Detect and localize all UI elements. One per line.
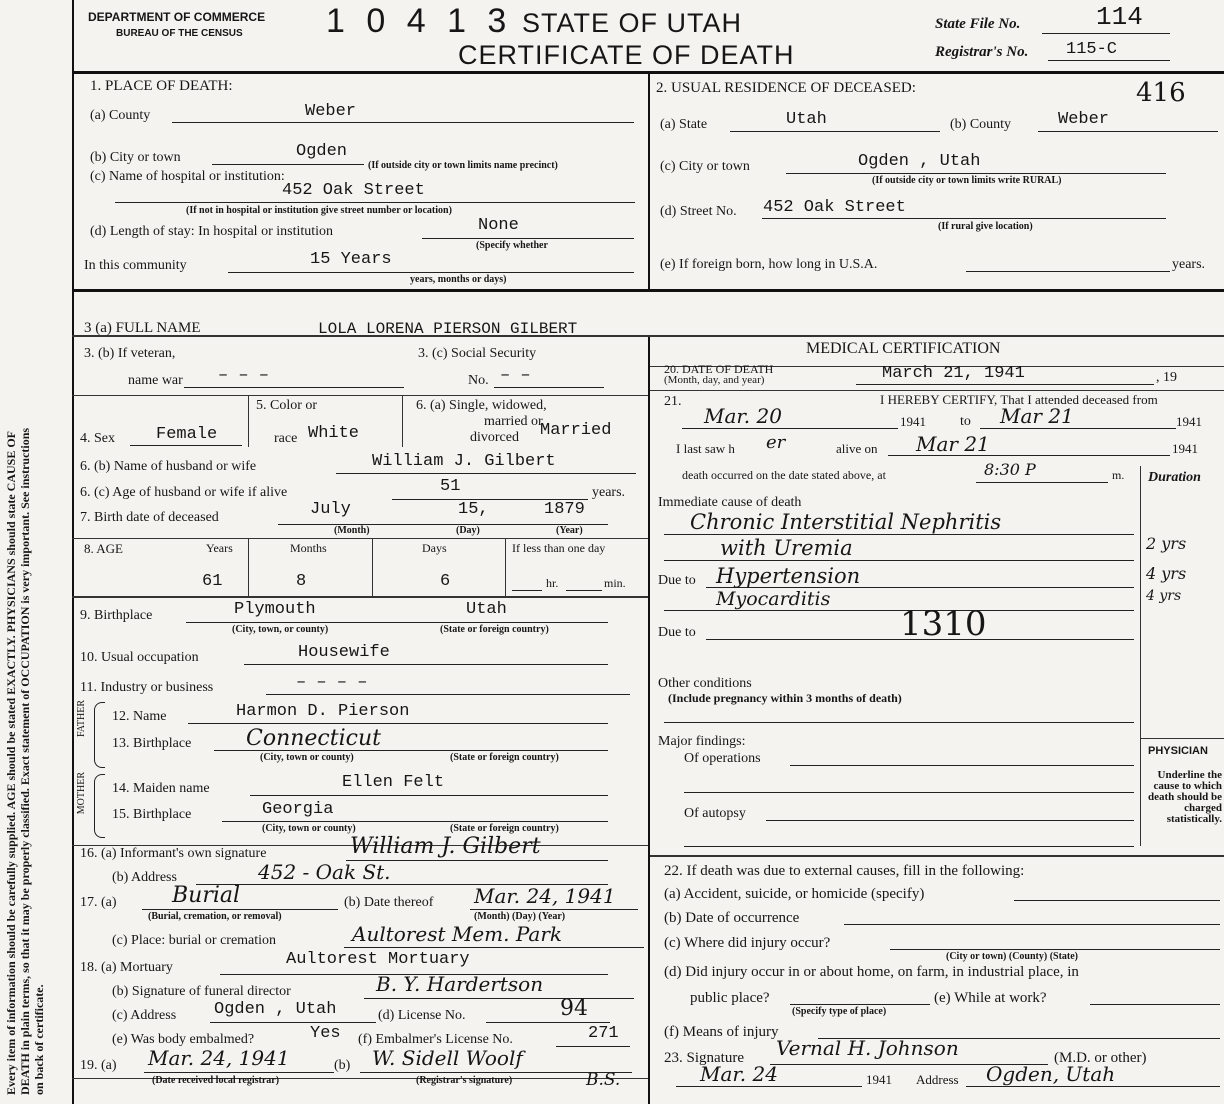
alive-on-label: alive on [836, 441, 878, 456]
registrar-label: Registrar's No. [935, 44, 1029, 60]
res-city-label: (c) City or town [660, 159, 750, 174]
occupation: Housewife [298, 643, 390, 662]
res-state: Utah [786, 110, 827, 129]
marital-status: Married [540, 421, 612, 440]
stay-label: (d) Length of stay: In hospital or institution [90, 224, 334, 239]
full-name: LOLA LORENA PIERSON GILBERT [318, 320, 578, 338]
residence-heading: 2. USUAL RESIDENCE OF DECEASED: [656, 80, 916, 96]
father-city-note: (City, town or county) [260, 752, 354, 763]
duration-label: Duration [1148, 470, 1201, 485]
registrar-note: (Registrar's signature) [416, 1075, 513, 1086]
disposition-label: 17. (a) [80, 895, 117, 910]
received-label: 19. (a) [80, 1058, 117, 1073]
birth-state: Utah [466, 600, 507, 619]
certify-text: I HEREBY CERTIFY, That I attended deceased from [880, 392, 1158, 407]
means-label: (f) Means of injury [664, 1024, 779, 1040]
bureau-label: BUREAU OF THE CENSUS [116, 28, 243, 39]
disposition-date: Mar. 24, 1941 [474, 884, 616, 908]
attended-from: Mar. 20 [704, 404, 782, 428]
res-street-note: (If rural give location) [938, 221, 1033, 232]
operations-label: Of operations [684, 751, 761, 766]
hospital-note: (If not in hospital or institution give street number or location) [186, 205, 452, 216]
state-title: STATE OF UTAH [522, 8, 742, 38]
res-state-label: (a) State [660, 117, 708, 132]
dod-label: 20. DATE OF DEATH [664, 362, 774, 376]
res-city-note: (If outside city or town limits write RURAL) [872, 175, 1062, 186]
last-saw-date: Mar 21 [916, 432, 990, 456]
top-center-divider [648, 71, 650, 289]
occurrence-date-label: (b) Date of occurrence [664, 910, 800, 926]
public-place-note: (Specify type of place) [792, 1006, 887, 1017]
disposition-method: Burial [172, 883, 241, 908]
left-border [72, 0, 74, 1104]
while-at-work-label: (e) While at work? [934, 990, 1047, 1006]
last-saw-label: I last saw h [676, 441, 735, 456]
color-label: 5. Color or [256, 398, 318, 413]
stay-community: 15 Years [310, 250, 392, 269]
underline-note: Underline the cause to which death should be charged statistically. [1148, 769, 1222, 825]
date-of-death: March 21, 1941 [882, 364, 1025, 383]
registrar-number: 115-C [1066, 40, 1118, 59]
dod-year-prefix: , 19 [1156, 370, 1177, 385]
due-to-cause-1: Hypertension [716, 564, 861, 588]
physician-sig-label: 23. Signature [664, 1050, 744, 1066]
father-name-label: 12. Name [112, 709, 167, 724]
mother-state-note: (State or foreign country) [450, 823, 559, 834]
md-label: (M.D. or other) [1054, 1050, 1147, 1066]
certificate-title: CERTIFICATE OF DEATH [458, 40, 795, 70]
physician-signature: Vernal H. Johnson [776, 1036, 959, 1060]
embalmer-label: (f) Embalmer's License No. [358, 1032, 513, 1047]
county-label: (a) County [90, 108, 151, 123]
marital-label-3: divorced [470, 430, 519, 445]
license-label: (d) License No. [378, 1008, 466, 1023]
date-received: Mar. 24, 1941 [148, 1046, 290, 1070]
mortuary-address-label: (c) Address [112, 1008, 177, 1023]
res-county: Weber [1058, 110, 1110, 129]
specify-note: (Specify whether [476, 240, 548, 251]
signature-year: 1941 [866, 1072, 892, 1087]
informant-address-label: (b) Address [112, 870, 177, 885]
father-name: Harmon D. Pierson [236, 702, 410, 721]
license-number: 94 [560, 996, 588, 1021]
other-conditions-note: (Include pregnancy within 3 months of death) [668, 691, 902, 705]
certificate-stamp-number: 1 0 4 1 3 [326, 2, 513, 40]
community-label: In this community [84, 258, 187, 273]
hospital-label: (c) Name of hospital or institution: [90, 169, 285, 184]
birth-city-note: (City, town, or county) [232, 624, 329, 635]
margin-instructions [4, 5, 46, 1095]
other-conditions-label: Other conditions [658, 676, 752, 691]
age-lt-day-label: If less than one day [512, 541, 606, 555]
spouse-years-label: years. [592, 485, 626, 500]
hr-label: hr. [546, 576, 559, 590]
margin-line-3: on back of certificate. [32, 984, 46, 1095]
where-label: (c) Where did injury occur? [664, 935, 831, 951]
spouse-age: 51 [440, 477, 461, 496]
father-bracket [94, 702, 105, 768]
war-label: name war [128, 373, 183, 388]
embalmed: Yes [310, 1024, 341, 1043]
received-note: (Date received local registrar) [152, 1075, 280, 1086]
where-note: (City or town) (County) (State) [946, 951, 1079, 962]
age-label: 8. AGE [84, 541, 123, 556]
full-name-label: 3 (a) FULL NAME [84, 320, 201, 336]
father-side-label: FATHER [76, 700, 87, 738]
mother-city-note: (City, town or county) [262, 823, 356, 834]
signature-date: Mar. 24 [700, 1062, 778, 1086]
funeral-director-signature: B. Y. Hardertson [376, 972, 544, 996]
major-findings-label: Major findings: [658, 734, 746, 749]
veteran-label: 3. (b) If veteran, [84, 346, 176, 361]
informant-address: 452 - Oak St. [258, 860, 391, 884]
birth-month-note: (Month) [334, 525, 370, 536]
physician-address: Ogden, Utah [986, 1062, 1116, 1086]
res-street: 452 Oak Street [763, 198, 906, 217]
public-place-label: public place? [690, 990, 770, 1006]
to-label: to [960, 414, 971, 429]
spouse-label: 6. (b) Name of husband or wife [80, 459, 257, 474]
attended-to-year: 1941 [1176, 414, 1202, 429]
race-label: race [274, 431, 298, 446]
embalmed-label: (e) Was body embalmed? [112, 1032, 255, 1047]
external-heading: 22. If death was due to external causes, fill in the following: [664, 863, 1025, 879]
spouse-age-label: 6. (c) Age of husband or wife if alive [80, 485, 288, 500]
mother-maiden-name: Ellen Felt [342, 773, 445, 792]
physician-label: PHYSICIAN [1148, 745, 1208, 757]
min-label: min. [604, 576, 626, 590]
immediate-cause-label: Immediate cause of death [658, 495, 802, 510]
informant-signature: William J. Gilbert [350, 834, 541, 859]
immediate-cause-1: Chronic Interstitial Nephritis [690, 510, 1002, 534]
burial-place-label: (c) Place: burial or cremation [112, 933, 277, 948]
city-precinct-note: (If outside city or town limits name precinct) [368, 160, 558, 171]
state-file-number: 114 [1096, 2, 1143, 32]
war-name: – – – [218, 366, 270, 385]
birth-date-label: 7. Birth date of deceased [80, 510, 219, 525]
mortuary: Aultorest Mortuary [286, 950, 470, 969]
last-saw-pronoun: er [766, 432, 786, 453]
birth-year: 1879 [544, 500, 585, 519]
ss-no-label: No. [468, 373, 489, 388]
mortuary-label: 18. (a) Mortuary [80, 960, 173, 975]
time-of-death: 8:30 P [984, 460, 1036, 479]
death-county: Weber [305, 102, 357, 121]
age-days-label: Days [422, 541, 447, 555]
marital-label-2: married or [484, 414, 543, 429]
res-county-label: (b) County [950, 117, 1012, 132]
burial-place: Aultorest Mem. Park [352, 922, 563, 946]
accident-label: (a) Accident, suicide, or homicide (specify) [664, 886, 925, 902]
death-city: Ogden [296, 142, 348, 161]
stay-hospital: None [478, 216, 519, 235]
birth-city: Plymouth [234, 600, 316, 619]
residence-code: 416 [1136, 78, 1186, 108]
race: White [308, 424, 360, 443]
disposition-method-note: (Burial, cremation, or removal) [148, 911, 282, 922]
birth-day-note: (Day) [456, 525, 480, 536]
physician-address-label: Address [916, 1072, 959, 1087]
autopsy-label: Of autopsy [684, 806, 746, 821]
section-rule [72, 289, 1224, 292]
informant-sig-label: 16. (a) Informant's own signature [80, 846, 267, 861]
cert-number-label: 21. [664, 394, 682, 409]
industry-label: 11. Industry or business [80, 680, 214, 695]
state-file-label: State File No. [935, 16, 1021, 32]
occupation-label: 10. Usual occupation [80, 650, 199, 665]
duration-1: 2 yrs [1146, 534, 1187, 553]
spouse-name: William J. Gilbert [372, 452, 556, 471]
duration-2: 4 yrs [1146, 564, 1187, 583]
birthplace-label: 9. Birthplace [80, 608, 153, 623]
registrar-sig-label: (b) [334, 1058, 351, 1073]
last-saw-year: 1941 [1172, 441, 1198, 456]
cause-code: 1310 [900, 604, 987, 644]
due-to-label-2: Due to [658, 625, 696, 640]
sex-label: 4. Sex [80, 431, 115, 446]
father-birthplace-label: 13. Birthplace [112, 736, 192, 751]
father-birthplace: Connecticut [246, 726, 381, 751]
mother-birthplace: Georgia [262, 800, 334, 819]
place-of-death-heading: 1. PLACE OF DEATH: [90, 78, 233, 94]
age-years-label: Years [206, 541, 233, 555]
death-hospital: 452 Oak Street [282, 181, 425, 200]
city-label: (b) City or town [90, 150, 181, 165]
director-label: (b) Signature of funeral director [112, 984, 291, 999]
age-days: 6 [440, 572, 451, 591]
sex: Female [156, 425, 218, 444]
mother-bracket [94, 774, 105, 838]
ss-number: – – [500, 366, 531, 385]
marital-label-1: 6. (a) Single, widowed, [416, 398, 547, 413]
birth-year-note: (Year) [556, 525, 583, 536]
age-months-label: Months [290, 541, 327, 555]
attended-to: Mar 21 [1000, 404, 1074, 428]
units-note: years, months or days) [410, 274, 507, 285]
birth-day: 15, [458, 500, 489, 519]
dept-label: DEPARTMENT OF COMMERCE [88, 10, 266, 24]
center-divider [648, 336, 650, 1104]
due-to-cause-2: Myocarditis [716, 588, 831, 610]
mother-side-label: MOTHER [76, 772, 87, 815]
due-to-label: Due to [658, 573, 696, 588]
mother-birthplace-label: 15. Birthplace [112, 807, 192, 822]
foreign-years-label: years. [1172, 257, 1206, 272]
embalmer-license: 271 [588, 1024, 619, 1043]
res-city: Ogden , Utah [858, 152, 981, 171]
industry: – – – – [296, 673, 368, 692]
immediate-cause-2: with Uremia [720, 536, 853, 560]
age-months: 8 [296, 572, 307, 591]
home-label: (d) Did injury occur in or about home, on farm, in industrial place, in [664, 964, 1079, 980]
medical-heading: MEDICAL CERTIFICATION [806, 340, 1001, 357]
dod-note: (Month, day, and year) [664, 374, 765, 386]
mother-name-label: 14. Maiden name [112, 781, 210, 796]
father-state-note: (State or foreign country) [450, 752, 559, 763]
foreign-label: (e) If foreign born, how long in U.S.A. [660, 257, 878, 272]
ss-label: 3. (c) Social Security [418, 346, 537, 361]
birth-month: July [310, 500, 351, 519]
margin-line-1: Every item of information should be carefully supplied. AGE should be stated EXACTLY. PHYSICIANS should state CAUSE OF [4, 431, 18, 1095]
m-label: m. [1112, 468, 1125, 482]
registrar-signature: W. Sidell Woolf [372, 1046, 523, 1070]
res-street-label: (d) Street No. [660, 204, 737, 219]
disposition-date-note: (Month) (Day) (Year) [474, 911, 566, 922]
age-years: 61 [202, 572, 223, 591]
attended-from-year: 1941 [900, 414, 926, 429]
registrar-initials: B.S. [586, 1070, 621, 1090]
mortuary-address: Ogden , Utah [214, 1000, 337, 1019]
disposition-date-label: (b) Date thereof [344, 895, 434, 910]
margin-line-2: DEATH in plain terms, so that it may be properly classified. Exact statement of OCCUPATION is very important. See instructions [18, 427, 32, 1095]
duration-3: 4 yrs [1146, 588, 1182, 604]
birth-state-note: (State or foreign country) [440, 624, 549, 635]
occurred-label: death occurred on the date stated above, at [682, 468, 886, 482]
